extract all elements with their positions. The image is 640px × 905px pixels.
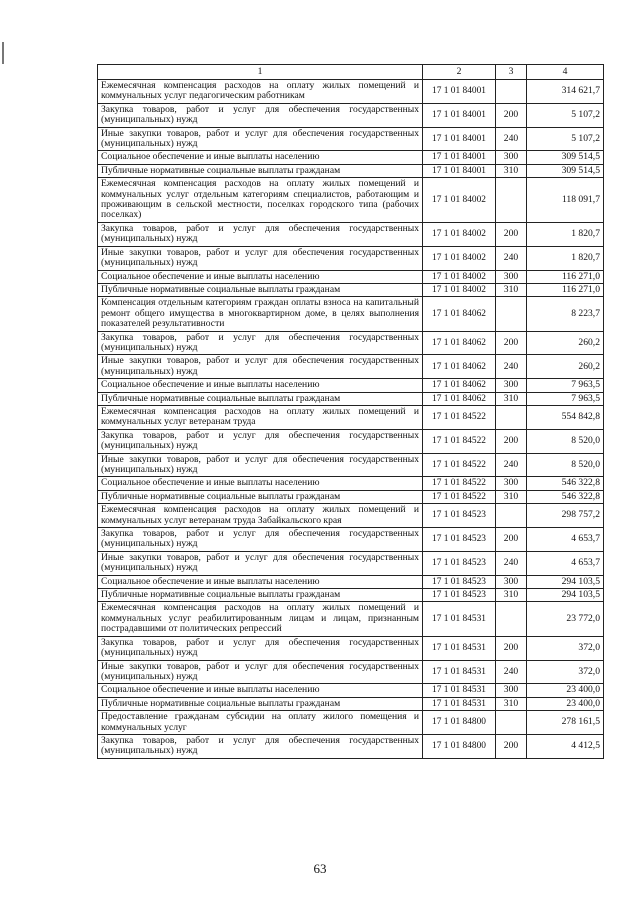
table-row bbox=[98, 575, 604, 588]
row-code: 17 1 01 84062 bbox=[423, 297, 496, 331]
row-name: Закупка товаров, работ и услуг для обеспечения государственных (муниципальных) нужд bbox=[98, 222, 423, 246]
table-row bbox=[98, 711, 604, 735]
row-code: 17 1 01 84531 bbox=[423, 684, 496, 697]
table-row bbox=[98, 477, 604, 490]
table-row bbox=[98, 178, 604, 223]
table-row bbox=[98, 222, 604, 246]
row-code: 17 1 01 84522 bbox=[423, 429, 496, 453]
table-row bbox=[98, 103, 604, 127]
row-expense-type: 310 bbox=[496, 490, 527, 503]
row-expense-type: 200 bbox=[496, 429, 527, 453]
budget-table-container bbox=[97, 64, 603, 759]
row-code: 17 1 01 84002 bbox=[423, 222, 496, 246]
row-code: 17 1 01 84522 bbox=[423, 477, 496, 490]
row-amount: 23 400,0 bbox=[527, 697, 604, 710]
row-expense-type bbox=[496, 711, 527, 735]
row-code: 17 1 01 84002 bbox=[423, 246, 496, 270]
column-header-name: 1 bbox=[98, 65, 423, 80]
table-row bbox=[98, 283, 604, 296]
row-name: Публичные нормативные социальные выплаты гражданам bbox=[98, 697, 423, 710]
row-expense-type: 240 bbox=[496, 127, 527, 151]
row-expense-type: 300 bbox=[496, 270, 527, 283]
budget-table bbox=[97, 64, 604, 759]
table-row bbox=[98, 490, 604, 503]
row-expense-type: 300 bbox=[496, 684, 527, 697]
row-name: Ежемесячная компенсация расходов на оплату жилых помещений и коммунальных услуг реабилитированным лицам и лицам, признанным пострадавшими от политических репрессий bbox=[98, 602, 423, 636]
row-name: Публичные нормативные социальные выплаты гражданам bbox=[98, 490, 423, 503]
row-code: 17 1 01 84522 bbox=[423, 405, 496, 429]
row-amount: 5 107,2 bbox=[527, 127, 604, 151]
row-amount: 8 520,0 bbox=[527, 453, 604, 477]
row-amount: 314 621,7 bbox=[527, 80, 604, 104]
row-name: Иные закупки товаров, работ и услуг для обеспечения государственных (муниципальных) нужд bbox=[98, 551, 423, 575]
row-amount: 4 653,7 bbox=[527, 528, 604, 552]
row-expense-type: 200 bbox=[496, 734, 527, 758]
row-amount: 309 514,5 bbox=[527, 164, 604, 177]
row-name: Социальное обеспечение и иные выплаты населению bbox=[98, 477, 423, 490]
table-row bbox=[98, 734, 604, 758]
row-code: 17 1 01 84002 bbox=[423, 178, 496, 223]
row-expense-type: 310 bbox=[496, 697, 527, 710]
row-name: Публичные нормативные социальные выплаты гражданам bbox=[98, 283, 423, 296]
page-number: 63 bbox=[313, 861, 327, 876]
row-code: 17 1 01 84531 bbox=[423, 602, 496, 636]
row-amount: 294 103,5 bbox=[527, 575, 604, 588]
row-amount: 278 161,5 bbox=[527, 711, 604, 735]
row-name: Социальное обеспечение и иные выплаты населению bbox=[98, 151, 423, 164]
table-row bbox=[98, 379, 604, 392]
row-expense-type bbox=[496, 504, 527, 528]
row-name: Иные закупки товаров, работ и услуг для обеспечения государственных (муниципальных) нужд bbox=[98, 246, 423, 270]
row-expense-type: 240 bbox=[496, 355, 527, 379]
row-code: 17 1 01 84523 bbox=[423, 528, 496, 552]
table-row bbox=[98, 660, 604, 684]
row-expense-type: 300 bbox=[496, 575, 527, 588]
row-name: Закупка товаров, работ и услуг для обеспечения государственных (муниципальных) нужд bbox=[98, 331, 423, 355]
table-row bbox=[98, 297, 604, 331]
row-code: 17 1 01 84531 bbox=[423, 636, 496, 660]
row-name: Социальное обеспечение и иные выплаты населению bbox=[98, 684, 423, 697]
row-code: 17 1 01 84062 bbox=[423, 379, 496, 392]
table-row bbox=[98, 331, 604, 355]
row-amount: 1 820,7 bbox=[527, 246, 604, 270]
table-row bbox=[98, 636, 604, 660]
table-row bbox=[98, 697, 604, 710]
row-code: 17 1 01 84523 bbox=[423, 575, 496, 588]
row-amount: 372,0 bbox=[527, 636, 604, 660]
table-row bbox=[98, 551, 604, 575]
row-name: Иные закупки товаров, работ и услуг для обеспечения государственных (муниципальных) нужд bbox=[98, 453, 423, 477]
row-name: Ежемесячная компенсация расходов на оплату жилых помещений и коммунальных услуг ветеранам труда Забайкальского края bbox=[98, 504, 423, 528]
row-name: Закупка товаров, работ и услуг для обеспечения государственных (муниципальных) нужд bbox=[98, 103, 423, 127]
row-expense-type: 310 bbox=[496, 283, 527, 296]
row-expense-type: 200 bbox=[496, 331, 527, 355]
row-expense-type: 310 bbox=[496, 164, 527, 177]
table-row bbox=[98, 270, 604, 283]
row-amount: 372,0 bbox=[527, 660, 604, 684]
row-code: 17 1 01 84001 bbox=[423, 80, 496, 104]
row-amount: 260,2 bbox=[527, 331, 604, 355]
row-expense-type: 240 bbox=[496, 551, 527, 575]
table-row bbox=[98, 453, 604, 477]
table-row bbox=[98, 127, 604, 151]
row-expense-type bbox=[496, 178, 527, 223]
row-amount: 118 091,7 bbox=[527, 178, 604, 223]
row-amount: 23 400,0 bbox=[527, 684, 604, 697]
row-code: 17 1 01 84001 bbox=[423, 127, 496, 151]
table-row bbox=[98, 164, 604, 177]
row-name: Социальное обеспечение и иные выплаты населению bbox=[98, 575, 423, 588]
row-expense-type: 200 bbox=[496, 103, 527, 127]
table-row bbox=[98, 392, 604, 405]
column-header-code: 2 bbox=[423, 65, 496, 80]
row-expense-type: 240 bbox=[496, 246, 527, 270]
row-expense-type bbox=[496, 602, 527, 636]
table-row bbox=[98, 589, 604, 602]
row-name: Иные закупки товаров, работ и услуг для обеспечения государственных (муниципальных) нужд bbox=[98, 127, 423, 151]
row-expense-type: 240 bbox=[496, 660, 527, 684]
row-code: 17 1 01 84062 bbox=[423, 331, 496, 355]
row-name: Компенсация отдельным категориям граждан оплаты взноса на капитальный ремонт общего имущества в многоквартирном доме, в целях выполнения показателей результативности bbox=[98, 297, 423, 331]
row-code: 17 1 01 84522 bbox=[423, 490, 496, 503]
row-amount: 294 103,5 bbox=[527, 589, 604, 602]
row-expense-type: 300 bbox=[496, 151, 527, 164]
scan-edge-mark bbox=[2, 42, 4, 64]
row-code: 17 1 01 84001 bbox=[423, 164, 496, 177]
row-name: Иные закупки товаров, работ и услуг для обеспечения государственных (муниципальных) нужд bbox=[98, 355, 423, 379]
row-expense-type: 200 bbox=[496, 528, 527, 552]
row-code: 17 1 01 84002 bbox=[423, 283, 496, 296]
row-code: 17 1 01 84062 bbox=[423, 392, 496, 405]
row-name: Ежемесячная компенсация расходов на оплату жилых помещений и коммунальных услуг отдельным категориям специалистов, работающим и проживающим в сельской местности, поселках городского типа (рабочих поселках) bbox=[98, 178, 423, 223]
table-body bbox=[98, 80, 604, 759]
table-row bbox=[98, 355, 604, 379]
row-amount: 4 412,5 bbox=[527, 734, 604, 758]
row-amount: 4 653,7 bbox=[527, 551, 604, 575]
row-expense-type: 310 bbox=[496, 589, 527, 602]
row-amount: 309 514,5 bbox=[527, 151, 604, 164]
row-code: 17 1 01 84531 bbox=[423, 660, 496, 684]
row-code: 17 1 01 84001 bbox=[423, 103, 496, 127]
row-code: 17 1 01 84800 bbox=[423, 711, 496, 735]
row-name: Закупка товаров, работ и услуг для обеспечения государственных (муниципальных) нужд bbox=[98, 734, 423, 758]
column-header-vr: 3 bbox=[496, 65, 527, 80]
row-amount: 298 757,2 bbox=[527, 504, 604, 528]
table-row bbox=[98, 80, 604, 104]
row-expense-type: 300 bbox=[496, 379, 527, 392]
row-amount: 23 772,0 bbox=[527, 602, 604, 636]
row-expense-type: 300 bbox=[496, 477, 527, 490]
row-expense-type bbox=[496, 297, 527, 331]
row-code: 17 1 01 84522 bbox=[423, 453, 496, 477]
table-row bbox=[98, 429, 604, 453]
row-code: 17 1 01 84523 bbox=[423, 504, 496, 528]
row-expense-type: 200 bbox=[496, 222, 527, 246]
row-name: Социальное обеспечение и иные выплаты населению bbox=[98, 379, 423, 392]
column-header-amount: 4 bbox=[527, 65, 604, 80]
row-name: Ежемесячная компенсация расходов на оплату жилых помещений и коммунальных услуг педагогическим работникам bbox=[98, 80, 423, 104]
row-name: Закупка товаров, работ и услуг для обеспечения государственных (муниципальных) нужд bbox=[98, 636, 423, 660]
row-name: Иные закупки товаров, работ и услуг для обеспечения государственных (муниципальных) нужд bbox=[98, 660, 423, 684]
row-expense-type: 240 bbox=[496, 453, 527, 477]
row-amount: 8 223,7 bbox=[527, 297, 604, 331]
column-number-row bbox=[98, 65, 604, 80]
row-code: 17 1 01 84523 bbox=[423, 589, 496, 602]
table-row bbox=[98, 684, 604, 697]
row-expense-type bbox=[496, 405, 527, 429]
row-code: 17 1 01 84002 bbox=[423, 270, 496, 283]
row-code: 17 1 01 84062 bbox=[423, 355, 496, 379]
row-amount: 546 322,8 bbox=[527, 490, 604, 503]
row-expense-type bbox=[496, 80, 527, 104]
row-name: Закупка товаров, работ и услуг для обеспечения государственных (муниципальных) нужд bbox=[98, 429, 423, 453]
row-amount: 5 107,2 bbox=[527, 103, 604, 127]
table-row bbox=[98, 528, 604, 552]
table-row bbox=[98, 246, 604, 270]
row-amount: 7 963,5 bbox=[527, 379, 604, 392]
row-code: 17 1 01 84531 bbox=[423, 697, 496, 710]
table-row bbox=[98, 151, 604, 164]
row-amount: 116 271,0 bbox=[527, 270, 604, 283]
row-name: Публичные нормативные социальные выплаты гражданам bbox=[98, 589, 423, 602]
row-amount: 554 842,8 bbox=[527, 405, 604, 429]
row-name: Ежемесячная компенсация расходов на оплату жилых помещений и коммунальных услуг ветеранам труда bbox=[98, 405, 423, 429]
row-name: Социальное обеспечение и иные выплаты населению bbox=[98, 270, 423, 283]
row-amount: 8 520,0 bbox=[527, 429, 604, 453]
row-amount: 116 271,0 bbox=[527, 283, 604, 296]
row-code: 17 1 01 84001 bbox=[423, 151, 496, 164]
row-name: Предоставление гражданам субсидии на оплату жилого помещения и коммунальных услуг bbox=[98, 711, 423, 735]
row-code: 17 1 01 84523 bbox=[423, 551, 496, 575]
row-name: Публичные нормативные социальные выплаты гражданам bbox=[98, 164, 423, 177]
row-amount: 260,2 bbox=[527, 355, 604, 379]
row-expense-type: 310 bbox=[496, 392, 527, 405]
row-name: Публичные нормативные социальные выплаты гражданам bbox=[98, 392, 423, 405]
table-row bbox=[98, 602, 604, 636]
row-amount: 1 820,7 bbox=[527, 222, 604, 246]
row-code: 17 1 01 84800 bbox=[423, 734, 496, 758]
row-amount: 7 963,5 bbox=[527, 392, 604, 405]
table-row bbox=[98, 504, 604, 528]
row-amount: 546 322,8 bbox=[527, 477, 604, 490]
table-row bbox=[98, 405, 604, 429]
row-expense-type: 200 bbox=[496, 636, 527, 660]
row-name: Закупка товаров, работ и услуг для обеспечения государственных (муниципальных) нужд bbox=[98, 528, 423, 552]
